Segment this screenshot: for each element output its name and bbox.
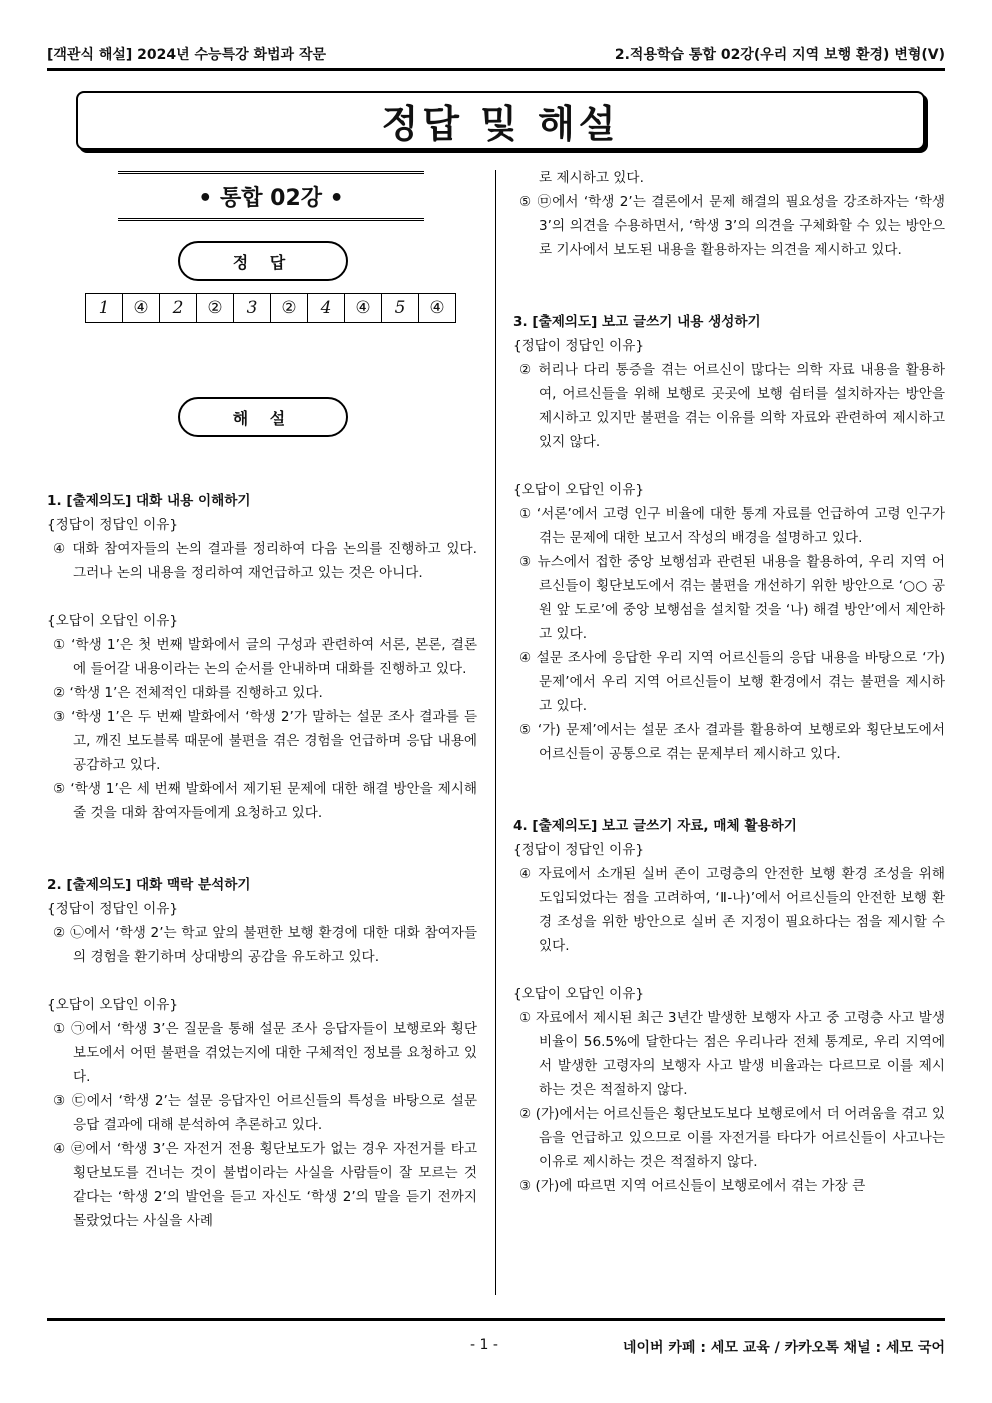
- q1-title: 1. [출제의도] 대화 내용 이해하기: [47, 493, 251, 509]
- answer-row: [86, 294, 456, 323]
- left-column: [47, 489, 477, 1233]
- q3-wrong-item: ③ 뉴스에서 접한 중앙 보행섬과 관련된 내용을 활용하여, 우리 지역 어르신들이 횡단보도에서 겪는 불편을 개선하기 위한 방안으로 ‘○○ 공원 앞 도로’에 중앙 보행섬을 설치할 것을 ‘나) 해결 방안’에서 제안하고 있다.: [519, 554, 945, 642]
- answer-table: [85, 293, 456, 323]
- q3-wrong-tag: {오답이 오답인 이유}: [513, 482, 644, 498]
- answer-value: ④: [345, 294, 382, 323]
- answer-value: ④: [419, 294, 456, 323]
- footer-channel: 네이버 카페 : 세모 교육 / 카카오톡 채널 : 세모 국어: [622, 1340, 945, 1356]
- answer-value: ②: [271, 294, 308, 323]
- answer-num: 3: [234, 294, 271, 323]
- q1-wrong-tag: {오답이 오답인 이유}: [47, 613, 178, 629]
- right-column: [513, 166, 945, 1198]
- page-number: - 1 -: [470, 1337, 498, 1353]
- q3-title: 3. [출제의도] 보고 글쓰기 내용 생성하기: [513, 314, 761, 330]
- q2-correct-tag: {정답이 정답인 이유}: [47, 901, 178, 917]
- q4-title: 4. [출제의도] 보고 글쓰기 자료, 매체 활용하기: [513, 818, 797, 834]
- q2-wrong-item: ④ ㉣에서 ‘학생 3’은 자전거 전용 횡단보도가 없는 경우 자전거를 타고 횡단보도를 건너는 것이 불법이라는 사실을 사람들이 잘 모르는 것 같다는 ‘학생 2’의 발언을 듣고 자신도 ‘학생 2’의 말을 듣기 전까지 몰랐었다는 사실을 사례: [53, 1141, 477, 1229]
- header-left: [객관식 해설] 2024년 수능특강 화법과 작문: [47, 47, 326, 63]
- q1-correct: ④ 대화 참여자들의 논의 결과를 정리하여 다음 논의를 진행하고 있다. 그러나 논의 내용을 정리하여 재언급하고 있는 것은 아니다.: [53, 541, 477, 581]
- q2-wrong-item: ③ ㉢에서 ‘학생 2’는 설문 응답자인 어르신들의 특성을 바탕으로 설문 응답 결과에 대해 분석하여 추론하고 있다.: [53, 1093, 477, 1133]
- answer-num: 5: [382, 294, 419, 323]
- answer-value: ②: [197, 294, 234, 323]
- q2-wrong-tag: {오답이 오답인 이유}: [47, 997, 178, 1013]
- q1-wrong-item: ① ‘학생 1’은 첫 번째 발화에서 글의 구성과 관련하여 서론, 본론, 결론에 들어갈 내용이라는 논의 순서를 안내하며 대화를 진행하고 있다.: [53, 637, 477, 677]
- q2-title: 2. [출제의도] 대화 맥락 분석하기: [47, 877, 251, 893]
- answer-value: ④: [123, 294, 160, 323]
- page-header: [47, 44, 945, 66]
- title-box: [76, 91, 925, 150]
- footer-rule: [47, 1318, 945, 1321]
- answer-num: 1: [86, 294, 123, 323]
- explain-label: 해 설: [178, 397, 348, 437]
- answer-label: 정 답: [178, 241, 348, 281]
- q4-wrong-item: ① 자료에서 제시된 최근 3년간 발생한 보행자 사고 중 고령층 사고 발생 비율이 56.5%에 달한다는 점은 우리나라 전체 통계로, 우리 지역에서 발생한 고령자의 보행자 사고 발생 비율과는 다르므로 이를 제시하는 것은 적절하지 않다.: [519, 1010, 945, 1098]
- answer-num: 4: [308, 294, 345, 323]
- q4-wrong-tag: {오답이 오답인 이유}: [513, 986, 644, 1002]
- q4-correct-tag: {정답이 정답인 이유}: [513, 842, 644, 858]
- q2-correct: ② ㉡에서 ‘학생 2’는 학교 앞의 불편한 보행 환경에 대한 대화 참여자들의 경험을 환기하며 상대방의 공감을 유도하고 있다.: [53, 925, 477, 965]
- q2-wrong-continued: 로 제시하고 있다.: [539, 170, 644, 186]
- q3-correct-tag: {정답이 정답인 이유}: [513, 338, 644, 354]
- q4-correct: ④ 자료에서 소개된 실버 존이 고령층의 안전한 보행 환경 조성을 위해 도입되었다는 점을 고려하여, ‘Ⅱ-나)’에서 어르신들의 안전한 보행 환경 조성을 위한 방안으로 실버 존 지정이 필요하다는 점을 제시할 수 있다.: [519, 866, 945, 954]
- q2-wrong-item: ① ㉠에서 ‘학생 3’은 질문을 통해 설문 조사 응답자들이 보행로와 횡단보도에서 어떤 불편을 겪었는지에 대한 구체적인 정보를 요청하고 있다.: [53, 1021, 477, 1085]
- q1-wrong-item: ⑤ ‘학생 1’은 세 번째 발화에서 제기된 문제에 대한 해결 방안을 제시해 줄 것을 대화 참여자들에게 요청하고 있다.: [53, 781, 477, 821]
- q1-wrong-item: ③ ‘학생 1’은 두 번째 발화에서 ‘학생 2’가 말하는 설문 조사 결과를 듣고, 깨진 보도블록 때문에 불편을 겪은 경험을 언급하며 응답 내용에 공감하고 있다.: [53, 709, 477, 773]
- q3-correct: ② 허리나 다리 통증을 겪는 어르신이 많다는 의학 자료 내용을 활용하여, 어르신들을 위해 보행로 곳곳에 보행 쉼터를 설치하자는 방안을 제시하고 있지만 불편을 겪는 이유를 의학 자료와 관련하여 제시하고 있지 않다.: [519, 362, 945, 450]
- lesson-title: • 통합 02강 •: [198, 185, 344, 211]
- q4-wrong-item: ② (가)에서는 어르신들은 횡단보도보다 보행로에서 더 어려움을 겪고 있음을 언급하고 있으므로 이를 자전거를 타다가 어르신들이 사고나는 이유로 제시하는 것은 적절하지 않다.: [519, 1106, 945, 1170]
- answer-num: 2: [160, 294, 197, 323]
- q3-wrong-item: ① ‘서론’에서 고령 인구 비율에 대한 통계 자료를 언급하여 고령 인구가 겪는 문제에 대한 보고서 작성의 배경을 설명하고 있다.: [519, 506, 945, 546]
- lesson-heading: [118, 171, 424, 221]
- q1-correct-tag: {정답이 정답인 이유}: [47, 517, 178, 533]
- column-divider: [495, 170, 496, 1295]
- q2-wrong-item: ⑤ ㉤에서 ‘학생 2’는 결론에서 문제 해결의 필요성을 강조하자는 ‘학생 3’의 의견을 수용하면서, ‘학생 3’의 의견을 구체화할 수 있는 방안으로 기사에서 보도된 내용을 활용하자는 의견을 제시하고 있다.: [519, 194, 945, 258]
- q4-wrong-item: ③ (가)에 따르면 지역 어르신들이 보행로에서 겪는 가장 큰: [519, 1178, 866, 1194]
- q3-wrong-item: ④ 설문 조사에 응답한 우리 지역 어르신들의 응답 내용을 바탕으로 ‘가) 문제’에서 우리 지역 어르신들이 보행 환경에서 겪는 불편을 제시하고 있다.: [519, 650, 945, 714]
- q3-wrong-item: ⑤ ‘가) 문제’에서는 설문 조사 결과를 활용하여 보행로와 횡단보도에서 어르신들이 공통으로 겪는 문제부터 제시하고 있다.: [519, 722, 945, 762]
- header-rule: [47, 68, 945, 71]
- header-right: 2.적용학습 통합 02강(우리 지역 보행 환경) 변형(V): [614, 47, 945, 63]
- page-title: 정답 및 해설: [381, 102, 620, 146]
- q1-wrong-item: ② ‘학생 1’은 전체적인 대화를 진행하고 있다.: [53, 685, 323, 701]
